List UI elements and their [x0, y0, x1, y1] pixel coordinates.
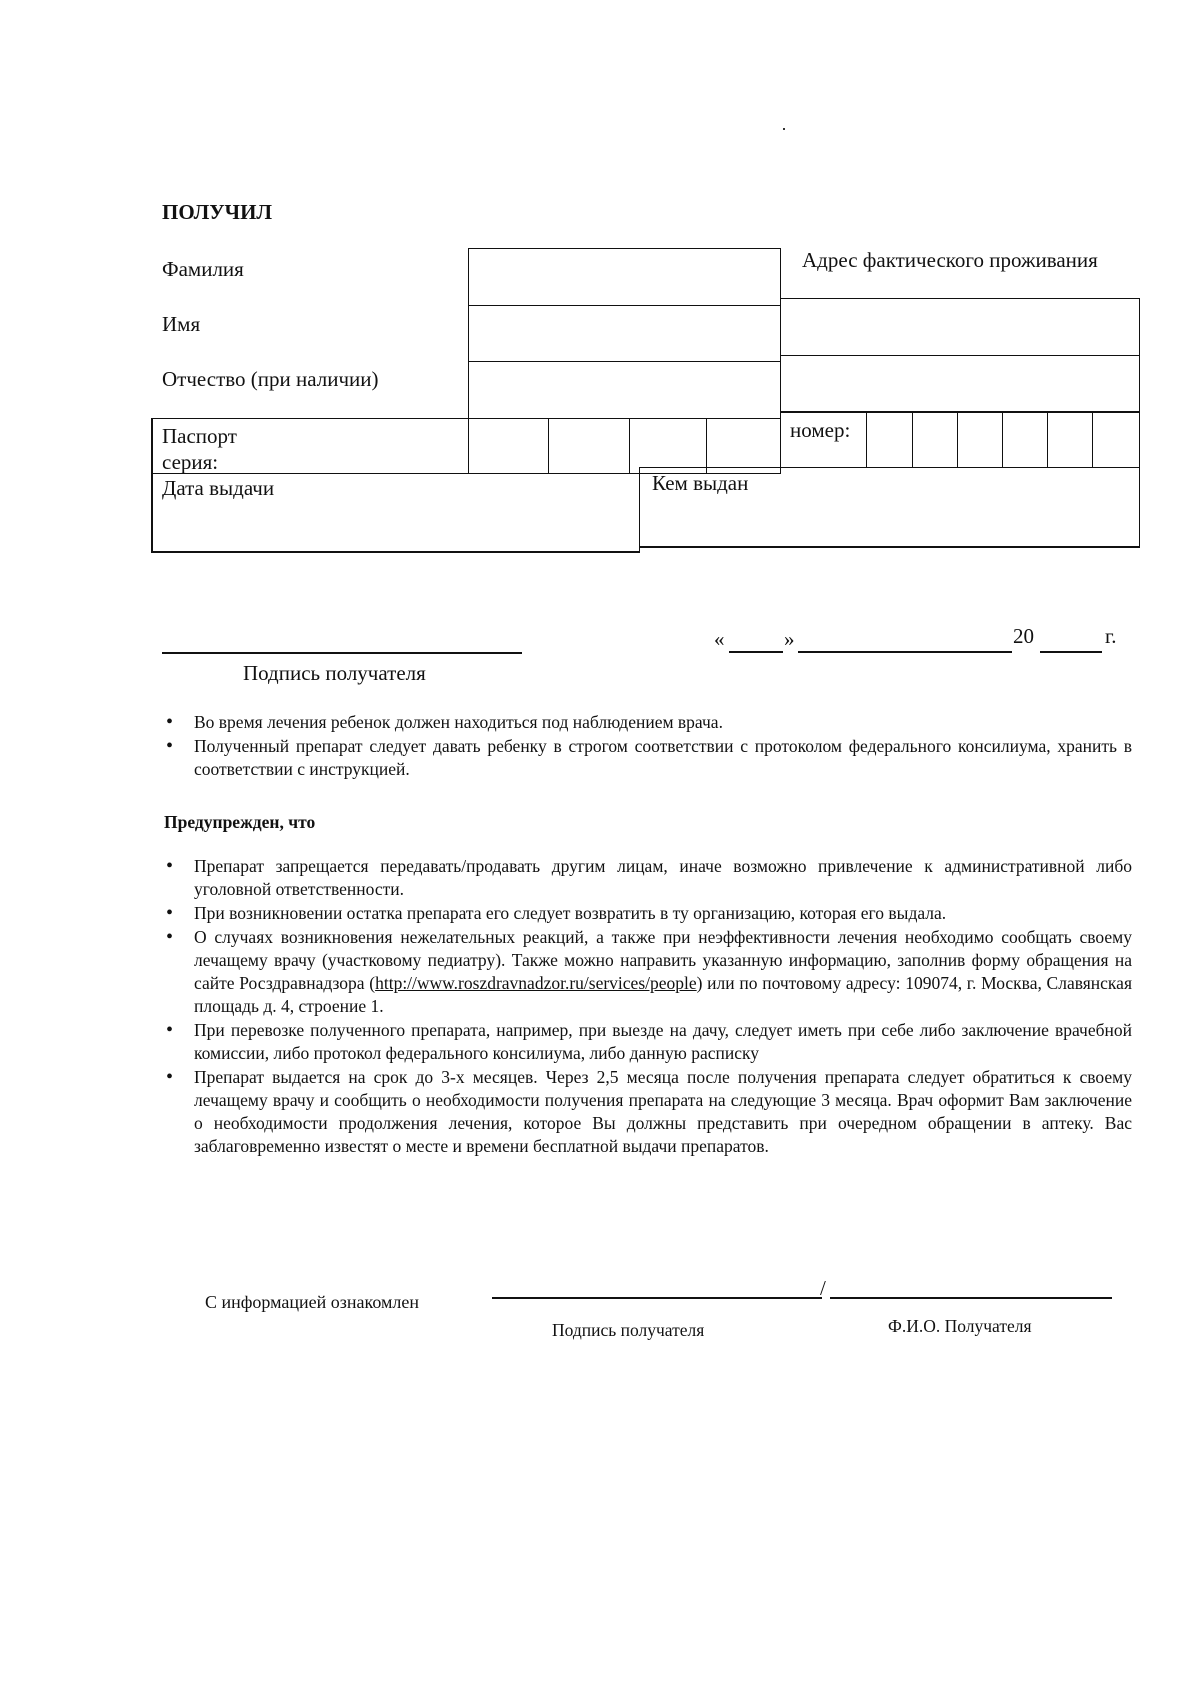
patronymic-label: Отчество (при наличии)	[162, 367, 379, 391]
name-field[interactable]	[468, 305, 781, 362]
warning-heading: Предупрежден, что	[164, 812, 316, 832]
series-digit-box[interactable]	[706, 418, 781, 474]
acknowledgement-fio-line[interactable]	[830, 1297, 1112, 1299]
notes-section	[164, 711, 1132, 782]
date-year-line[interactable]	[1040, 651, 1102, 653]
warning-item-transport: • При перевозке полученного препарата, например, при выезде на дачу, следует иметь при себе либо заключение врачебной комиссии, либо протокол федерального консилиума, либо данную расписку	[164, 1019, 1132, 1065]
number-label: номер:	[790, 418, 851, 442]
number-digit-box[interactable]	[1002, 412, 1048, 468]
acknowledgement-signature-label: Подпись получателя	[552, 1320, 705, 1340]
surname-label: Фамилия	[162, 257, 244, 281]
surname-field[interactable]	[468, 248, 781, 306]
number-digit-box[interactable]	[1092, 412, 1140, 468]
date-year-prefix: 20	[1013, 624, 1034, 648]
warning-adverse-text-b: ) или по почтовому адресу: 109074, г. Москва, Славянская площадь д. 4, строение 1.	[194, 973, 1132, 1016]
number-digit-box[interactable]	[866, 412, 913, 468]
page-title: ПОЛУЧИЛ	[162, 200, 273, 224]
roszdravnadzor-link[interactable]: http://www.roszdravnadzor.ru/services/people	[375, 973, 697, 993]
number-digit-box[interactable]	[957, 412, 1003, 468]
date-month-line[interactable]	[798, 651, 1012, 653]
warning-section	[164, 855, 1132, 1159]
date-year-suffix: г.	[1105, 624, 1117, 648]
warning-item-duration: • Препарат выдается на срок до 3-х месяцев. Через 2,5 месяца после получения препарата следует обратиться к своему лечащему врачу и сообщить о необходимости получения препарата на следующие 3 месяца. Врач оформит Вам заключение о необходимости продолжения лечения, которое Вы должны представить при очередном обращении в аптеку. Вас заблаговременно известят о месте и времени бесплатной выдачи препаратов.	[164, 1066, 1132, 1158]
issued-by-label: Кем выдан	[652, 471, 749, 495]
note-item: • Полученный препарат следует давать ребенку в строгом соответствии с протоколом федерального консилиума, хранить в соответствии с инструкцией.	[164, 735, 1132, 781]
recipient-signature-line[interactable]	[162, 652, 522, 654]
series-label: серия:	[162, 450, 219, 474]
warning-adverse-text-a: О случаях возникновения нежелательных реакций, а также при неэффективности лечения необходимо сообщать своему лечащему врачу (участковому педиатру). Также можно направить указанную информацию, заполнив форму обращения на сайте Росздравнадзора (	[194, 927, 1132, 993]
address-label: Адрес фактического проживания	[802, 248, 1098, 272]
note-item: • Во время лечения ребенок должен находиться под наблюдением врача.	[164, 711, 1132, 734]
series-digit-box[interactable]	[629, 418, 707, 474]
name-label: Имя	[162, 312, 201, 336]
recipient-signature-label: Подпись получателя	[243, 661, 426, 685]
series-digit-box[interactable]	[548, 418, 630, 474]
number-digit-box[interactable]	[912, 412, 958, 468]
warning-item-remainder: • При возникновении остатка препарата его следует возвратить в ту организацию, которая его выдала.	[164, 902, 1132, 925]
address-field-line-2[interactable]	[780, 355, 1140, 412]
date-close-quote: »	[784, 627, 795, 651]
date-open-quote: «	[714, 627, 725, 651]
acknowledgement-separator: /	[820, 1276, 826, 1300]
number-digit-box[interactable]	[1047, 412, 1093, 468]
address-field-line-1[interactable]	[780, 298, 1140, 356]
date-day-line[interactable]	[729, 651, 783, 653]
scan-dot	[783, 128, 785, 130]
issue-date-label: Дата выдачи	[162, 476, 275, 500]
acknowledgement-signature-line[interactable]	[492, 1297, 822, 1299]
patronymic-field[interactable]	[468, 361, 781, 419]
series-digit-box[interactable]	[468, 418, 549, 474]
warning-item-adverse	[164, 926, 1132, 1018]
acknowledgement-label: С информацией ознакомлен	[205, 1292, 420, 1312]
acknowledgement-fio-label: Ф.И.О. Получателя	[888, 1316, 1032, 1336]
warning-item-transfer: • Препарат запрещается передавать/продавать другим лицам, иначе возможно привлечение к административной либо уголовной ответственности.	[164, 855, 1132, 901]
passport-label: Паспорт	[162, 424, 237, 448]
